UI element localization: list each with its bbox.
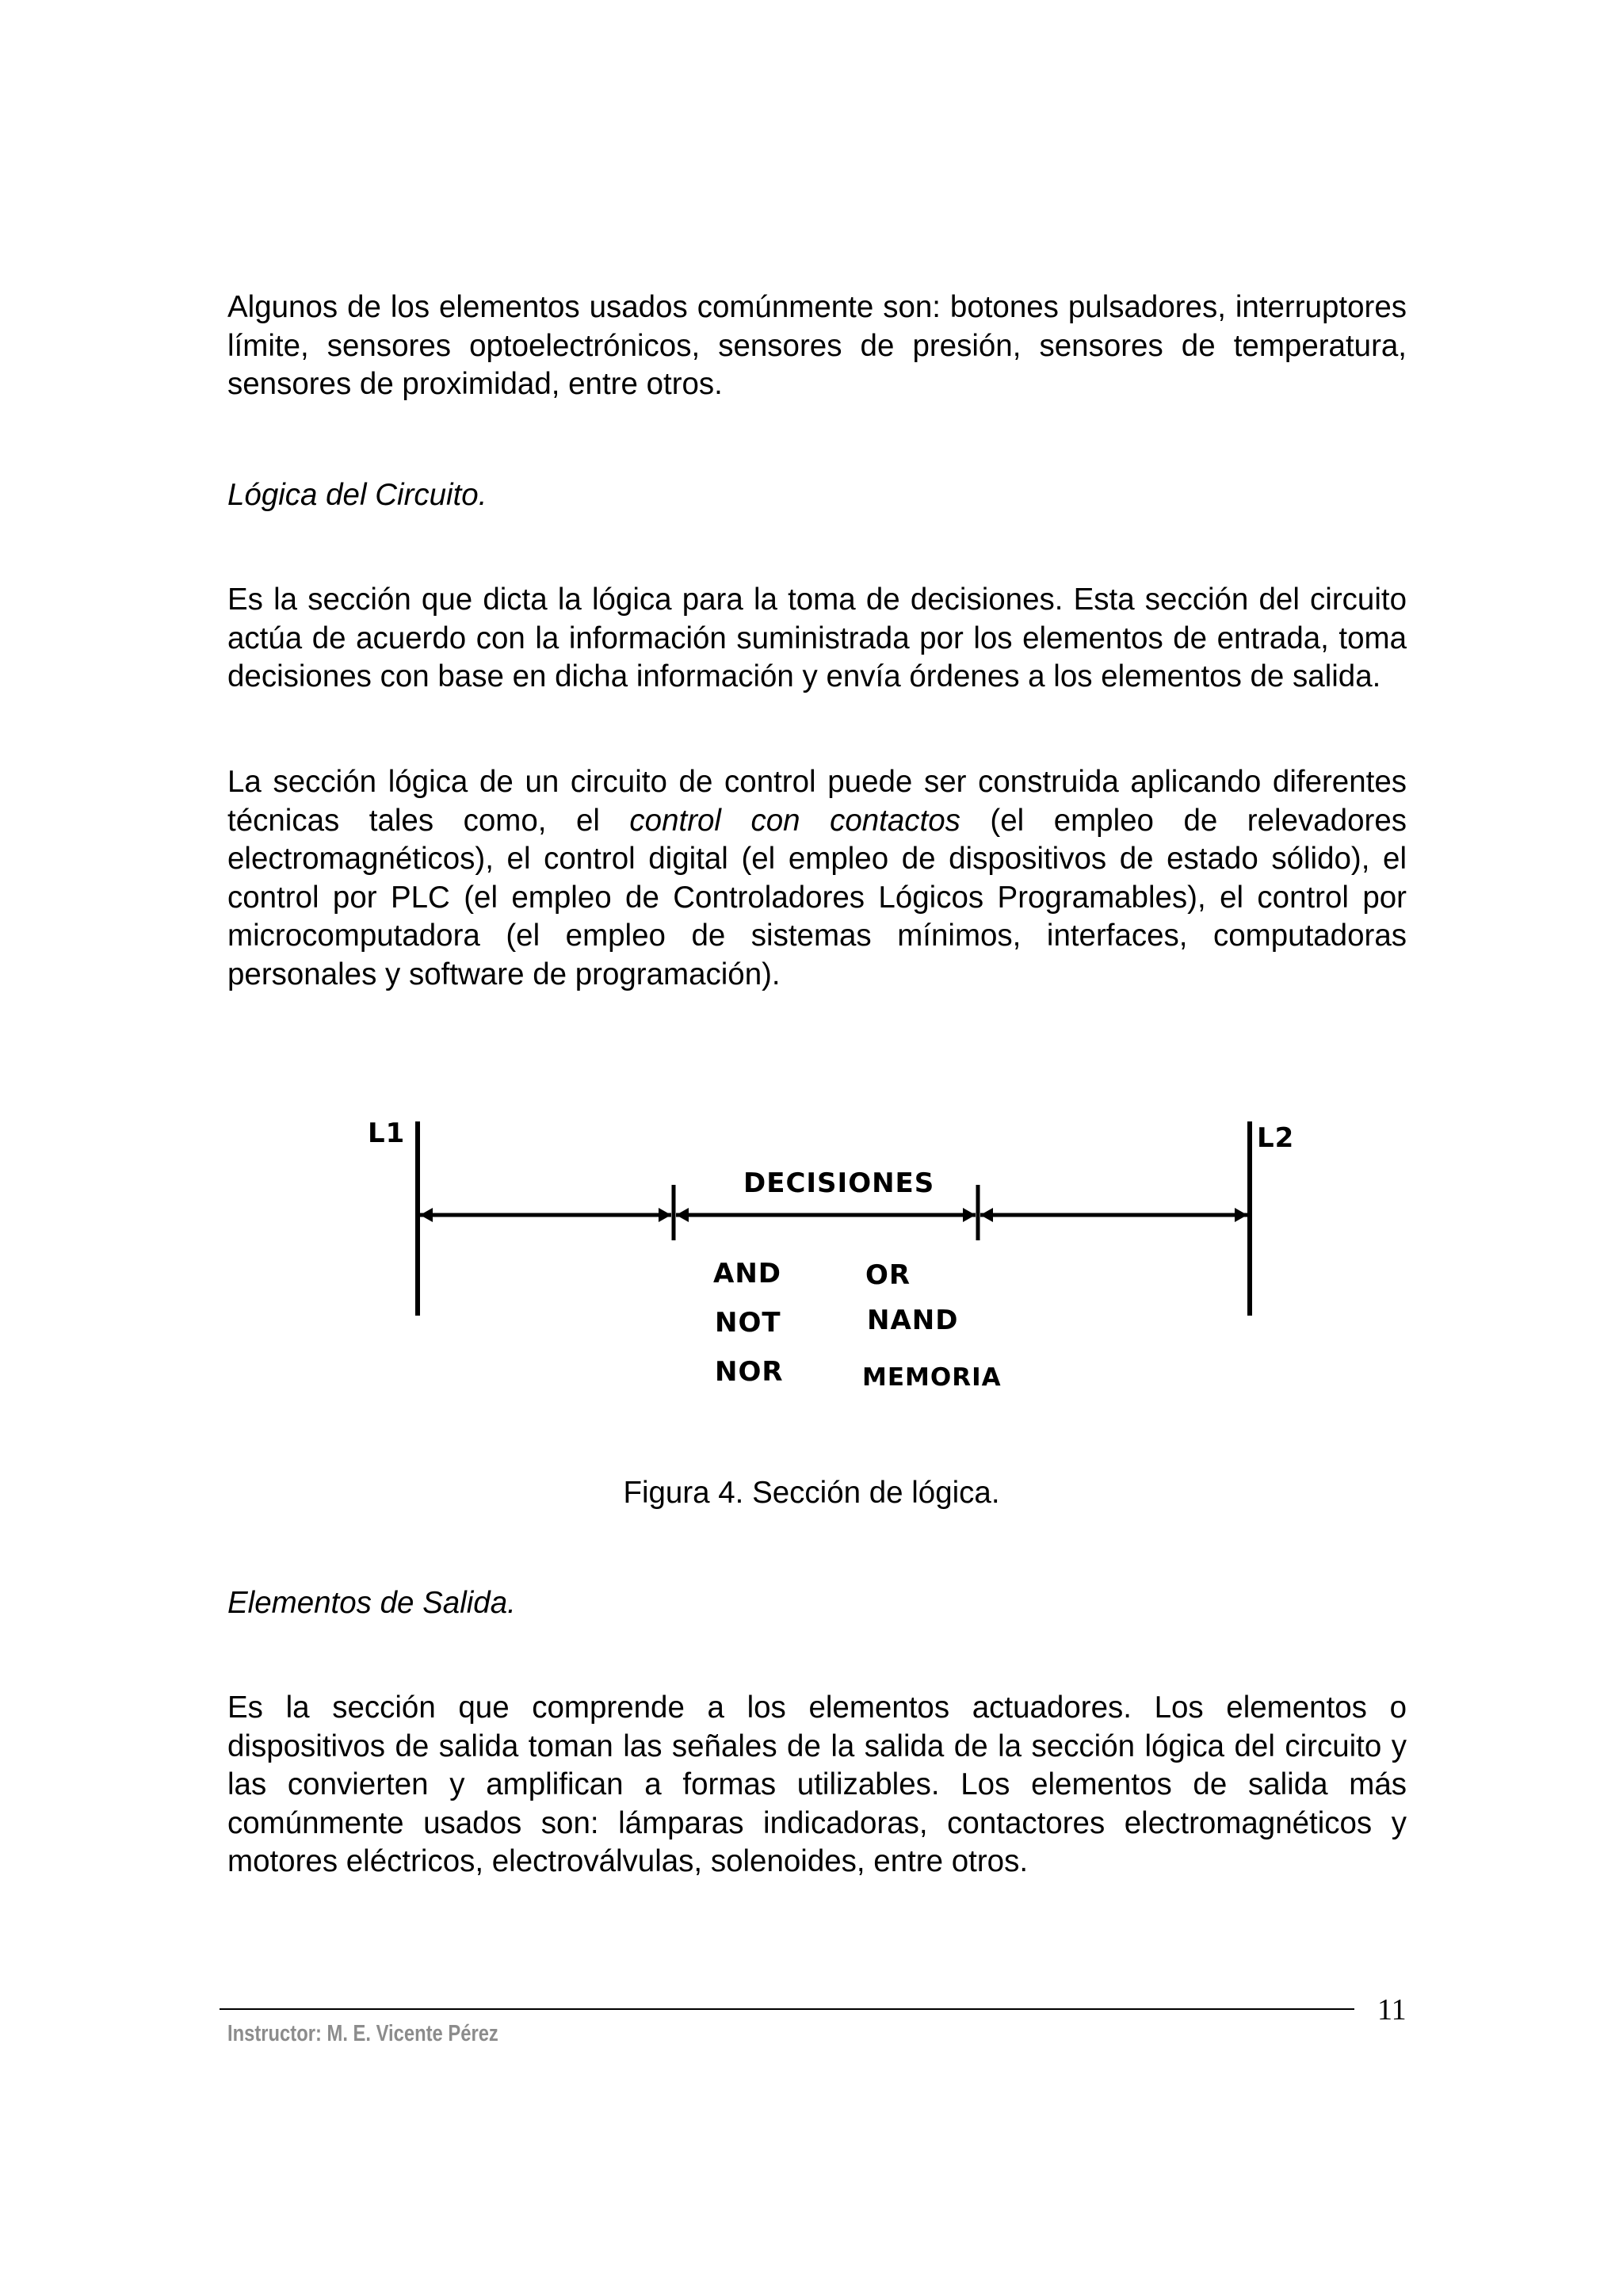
heading-logica-del-circuito: Lógica del Circuito. [227,478,487,512]
op-nor: NOR [715,1356,784,1388]
arrowhead-2 [659,1208,671,1222]
label-l2: L2 [1257,1122,1295,1154]
arrowhead-5 [980,1208,993,1222]
arrowhead-3 [676,1208,689,1222]
emphasis-control-con-contactos: control con contactos [629,803,960,838]
op-and: AND [713,1258,781,1289]
footer-instructor: Instructor: M. E. Vicente Pérez [227,2021,498,2046]
logic-section-diagram [349,1102,1331,1419]
arrowhead-1 [420,1208,433,1222]
arrowhead-6 [1235,1208,1247,1222]
label-l1: L1 [368,1117,406,1149]
paragraph-logic-techniques-end: (el empleo de relevadores electromagnéticos), el control digital (el empleo de dispositivos de estado sólido), el control por PLC (el empleo de Controladores Lógicos Programables), el control por microcomputadora (el empleo de sistemas mínimos, interfaces, computadoras personales y software de programación). [227,803,1407,991]
footer-rule [220,2008,1354,2010]
figure-caption: Figura 4. Sección de lógica. [623,1476,1000,1510]
paragraph-input-elements: Algunos de los elementos usados comúnmente son: botones pulsadores, interruptores límite, sensores optoelectrónicos, sensores de presión, sensores de temperatura, sensores de proximidad, entre otros. [227,290,1407,401]
paragraph-logic-techniques-start: La sección lógica de un circuito de control puede ser construida aplicando diferentes técnicas tales como, el [227,765,1407,838]
op-or: OR [865,1259,911,1291]
label-decisiones: DECISIONES [743,1167,935,1199]
op-not: NOT [715,1307,781,1339]
paragraph-logic-section: Es la sección que dicta la lógica para la toma de decisiones. Esta sección del circuito actúa de acuerdo con la información suministrada por los elementos de entrada, toma decisiones con base en dicha información y envía órdenes a los elementos de salida. [227,583,1407,693]
heading-elementos-de-salida: Elementos de Salida. [227,1586,516,1620]
op-memoria: MEMORIA [862,1363,1002,1392]
paragraph-output-elements: Es la sección que comprende a los elementos actuadores. Los elementos o dispositivos de salida toman las señales de la salida de la sección lógica del circuito y las convierten y amplifican a formas utilizables. Los elementos de salida más comúnmente usados son: lámparas indicadoras, contactores electromagnéticos y motores eléctricos, electroválvulas, solenoides, entre otros. [227,1690,1407,1878]
page-number: 11 [1377,1993,1407,2027]
op-nand: NAND [867,1305,959,1336]
arrowhead-4 [963,1208,976,1222]
paragraph-logic-techniques [227,763,1407,994]
